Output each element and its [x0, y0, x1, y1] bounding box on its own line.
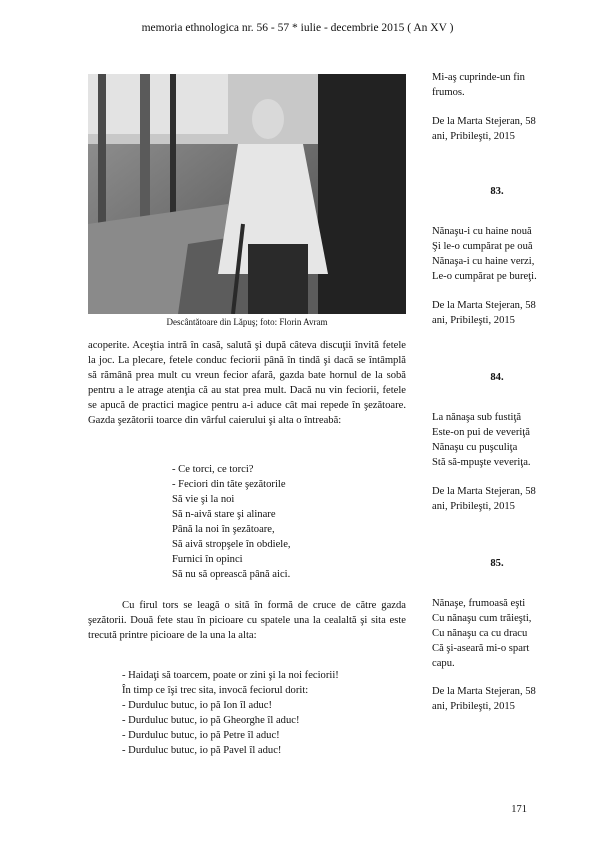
verse-line: Că şi-aseară mi-o spart	[432, 643, 530, 654]
poem-line: Să vie şi la noi	[172, 494, 235, 505]
verse-line: Cu nănaşu ca cu dracu	[432, 628, 528, 639]
photo-image	[88, 74, 406, 314]
verse-block	[432, 410, 562, 470]
poem-line: Să nu să oprească până aici.	[172, 569, 291, 580]
verse-line: Şi le-o cumpărat pe ouă	[432, 241, 533, 252]
incantation-line: - Durduluc butuc, io pă Gheorghe îl aduc!	[122, 715, 300, 726]
verse-attribution: De la Marta Stejeran, 58 ani, Pribileşti, 2015	[432, 486, 536, 512]
verse-number: 85.	[490, 558, 504, 569]
side-verse-ending	[432, 70, 562, 100]
verse-line: Cu nănaşu cum trăieşti,	[432, 613, 532, 624]
verse-attribution: De la Marta Stejeran, 58 ani, Pribileşti, 2015	[432, 300, 536, 326]
photo	[88, 74, 406, 314]
incantation-lines	[122, 668, 339, 758]
verse-line: Nănaşe, frumoasă eşti	[432, 598, 526, 609]
verse-line: capu.	[432, 658, 455, 669]
body-paragraph: acoperite. Aceştia intră în casă, salută şi după câteva discuţii învită fetele la joc. La plecare, fetele conduc feciorii până în tindă şi dacă se întâmplă să rămână prea mult cu vreun fecior afară, gazda bate hornul de la sobă pentru a le atrage atenţia că au stat prea mult. Dacă nu vin feciorii, fetele se apucă de practici magice pentru a-i aduce cât mai repede în şezătoare. Gazda şezătorii toarce din vârful caierului şi alta o întreabă:	[88, 340, 406, 426]
incantation-line: - Durduluc butuc, io pă Pavel îl aduc!	[122, 745, 282, 756]
body-paragraph: Cu firul tors se leagă o sită în formă de cruce de către gazda şezătorii. Două fete stau în picioare cu spatele una la cealaltă şi sita este trecută printre picioare de la una la alta:	[88, 600, 406, 641]
verse-block	[432, 596, 562, 671]
verse-block	[432, 224, 562, 284]
verse-attribution: De la Marta Stejeran, 58 ani, Pribileşti, 2015	[432, 686, 536, 712]
poem-verse	[172, 462, 291, 582]
poem-line: Să n-aivă stare şi alinare	[172, 509, 276, 520]
poem-line: - Feciori din tăte şezătorile	[172, 479, 286, 490]
verse-number: 83.	[490, 186, 504, 197]
incantation-line: - Haidaţi să toarcem, poate or zini şi la noi feciorii!	[122, 670, 339, 681]
photo-caption: Descântătoare din Lăpuş; foto: Florin Avram	[166, 317, 328, 327]
poem-line: - Ce torci, ce torci?	[172, 464, 254, 475]
poem-line: Până la noi în şezătoare,	[172, 524, 275, 535]
verse-line: Este-on pui de veveriţă	[432, 427, 530, 438]
verse-line: Nănaşa-i cu haine verzi,	[432, 256, 535, 267]
verse-line: frumos.	[432, 87, 465, 98]
page-number: 171	[511, 804, 527, 815]
page-header: memoria ethnologica nr. 56 - 57 * iulie - decembrie 2015 ( An XV )	[141, 22, 454, 34]
incantation-line: - Durduluc butuc, io pă Petre îl aduc!	[122, 730, 280, 741]
verse-line: Le-o cumpărat pe bureţi.	[432, 271, 537, 282]
incantation-line: În timp ce îşi trec sita, invocă feciorul dorit:	[122, 685, 309, 696]
verse-number: 84.	[490, 372, 504, 383]
poem-line: Furnici în opinci	[172, 554, 243, 565]
poem-line: Să aivă stropşele în obdiele,	[172, 539, 291, 550]
incantation-line: - Durduluc butuc, io pă Ion îl aduc!	[122, 700, 273, 711]
verse-attribution: De la Marta Stejeran, 58 ani, Pribileşti, 2015	[432, 116, 536, 142]
verse-line: Nănaşu cu puşculiţa	[432, 442, 518, 453]
verse-line: Nănaşu-i cu haine nouă	[432, 226, 532, 237]
verse-line: La nănaşa sub fustiţă	[432, 412, 522, 423]
verse-line: Mi-aş cuprinde-un fin	[432, 72, 525, 83]
verse-line: Stă să-mpuşte veveriţa.	[432, 457, 531, 468]
